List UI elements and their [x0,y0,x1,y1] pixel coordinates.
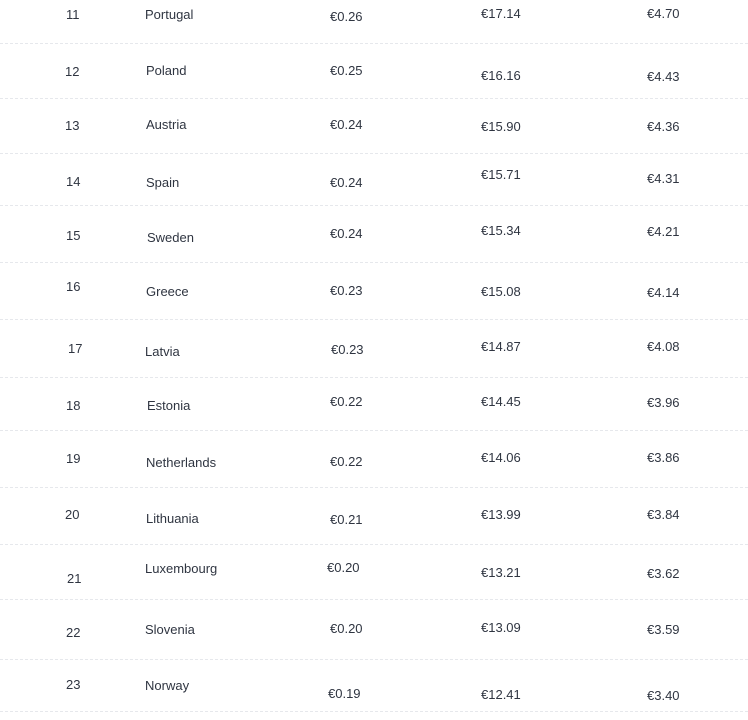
table-row [0,320,748,378]
table-row [0,600,748,660]
price-cell-2: €17.14 [481,6,521,21]
rank-cell: 12 [65,64,80,79]
price-cell-1: €0.22 [330,394,363,409]
table-row [0,44,748,99]
country-cell: Greece [146,284,189,299]
price-cell-2: €15.08 [481,284,521,299]
price-cell-2: €12.41 [481,687,521,702]
price-cell-2: €14.87 [481,339,521,354]
price-cell-3: €4.21 [647,224,680,239]
price-cell-1: €0.23 [330,283,363,298]
price-cell-3: €4.43 [647,69,680,84]
table-row [0,378,748,431]
rank-cell: 18 [66,398,81,413]
price-cell-1: €0.24 [330,117,363,132]
table-row [0,206,748,263]
country-cell: Portugal [145,7,194,22]
price-cell-1: €0.23 [331,342,364,357]
country-cell: Slovenia [145,622,195,637]
country-cell: Poland [146,63,187,78]
price-cell-3: €3.96 [647,395,680,410]
price-cell-2: €13.99 [481,507,521,522]
rank-cell: 23 [66,677,81,692]
price-cell-3: €3.40 [647,688,680,703]
price-cell-1: €0.25 [330,63,363,78]
rank-cell: 13 [65,118,80,133]
price-cell-1: €0.24 [330,226,363,241]
country-cell: Sweden [147,230,194,245]
price-cell-2: €14.06 [481,450,521,465]
price-cell-3: €4.14 [647,285,680,300]
table-row [0,660,748,712]
price-cell-3: €4.31 [647,171,680,186]
rank-cell: 21 [67,571,82,586]
table-row [0,431,748,488]
country-cell: Latvia [145,344,180,359]
table-row [0,263,748,320]
price-cell-1: €0.22 [330,454,363,469]
country-cell: Norway [145,678,190,693]
table-row [0,0,748,44]
price-cell-3: €3.84 [647,507,680,522]
country-cell: Lithuania [146,511,199,526]
price-cell-3: €3.86 [647,450,680,465]
table-row [0,154,748,206]
country-cell: Estonia [147,398,191,413]
price-cell-1: €0.19 [328,686,361,701]
price-cell-1: €0.20 [330,621,363,636]
rank-cell: 22 [66,625,81,640]
rank-cell: 14 [66,174,81,189]
country-cell: Netherlands [146,455,217,470]
rank-cell: 15 [66,228,81,243]
price-cell-1: €0.20 [327,560,360,575]
table-row [0,99,748,154]
rank-cell: 16 [66,279,81,294]
rank-cell: 19 [66,451,81,466]
table-row [0,545,748,600]
price-cell-2: €13.21 [481,565,521,580]
country-cell: Austria [146,117,187,132]
price-cell-2: €15.71 [481,167,521,182]
price-cell-2: €13.09 [481,620,521,635]
price-cell-3: €4.70 [647,6,680,21]
price-cell-2: €16.16 [481,68,521,83]
price-cell-1: €0.21 [330,512,363,527]
price-cell-3: €3.59 [647,622,680,637]
rank-cell: 20 [65,507,80,522]
rank-cell: 17 [68,341,83,356]
price-cell-2: €14.45 [481,394,521,409]
rank-cell: 11 [66,7,80,22]
price-cell-3: €4.08 [647,339,680,354]
price-cell-3: €3.62 [647,566,680,581]
country-cell: Spain [146,175,180,190]
price-cell-1: €0.26 [330,9,363,24]
price-cell-1: €0.24 [330,175,363,190]
price-cell-2: €15.34 [481,223,521,238]
country-cell: Luxembourg [145,561,218,576]
price-cell-3: €4.36 [647,119,680,134]
price-cell-2: €15.90 [481,119,521,134]
table-row [0,488,748,545]
